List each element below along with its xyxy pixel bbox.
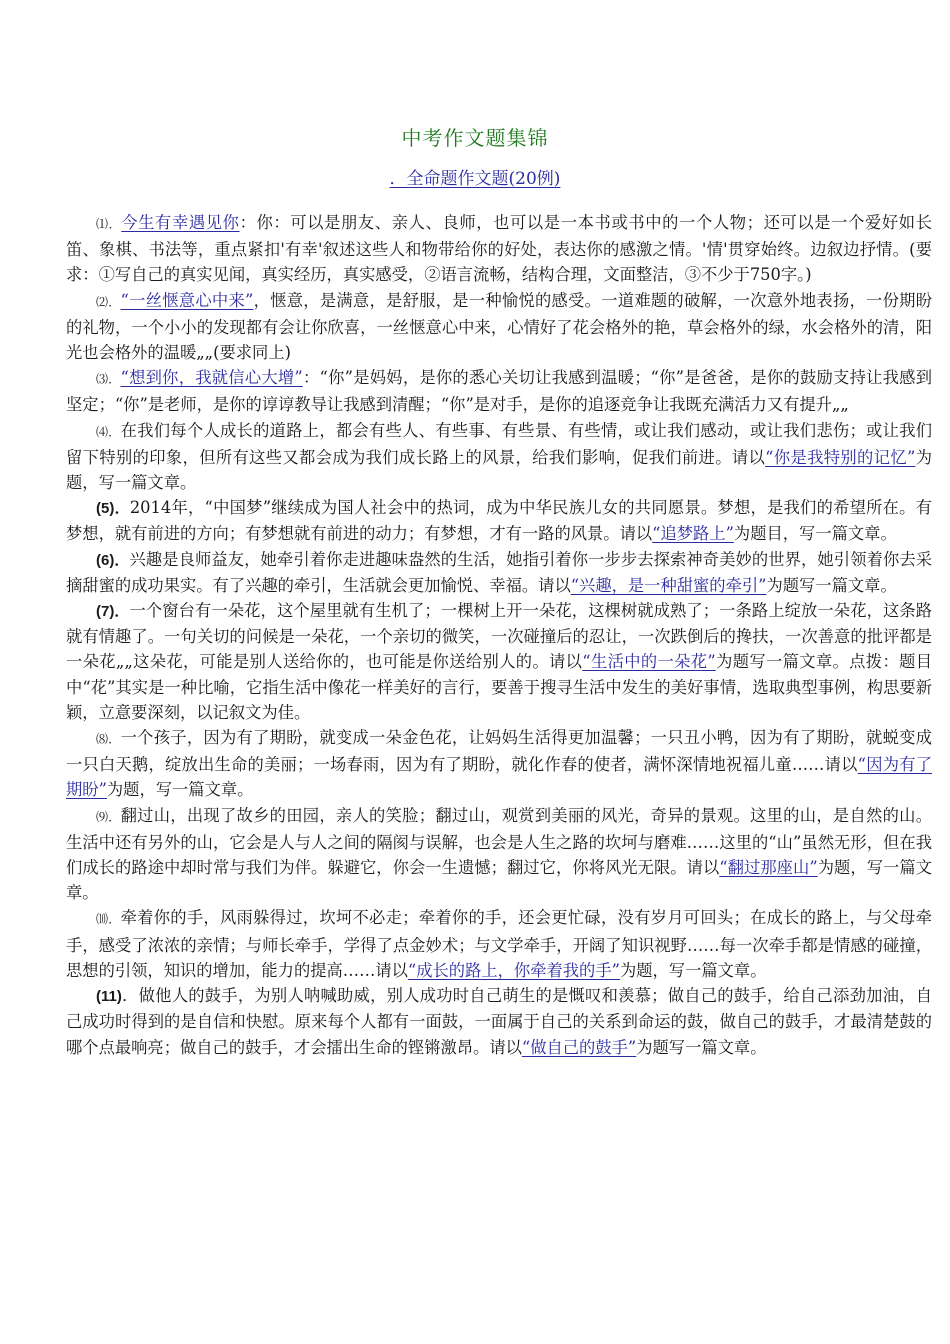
topic-item	[66, 725, 932, 803]
topic-item	[66, 495, 932, 546]
topic-title: “因为有了期盼”	[66, 755, 932, 800]
topic-intro: 在我们每个人成长的道路上，都会有些人、有些事、有些景、有些情，或让我们感动，或让我们悲伤；或让我们留下特别的印象，但所有这些又都会成为我们成长路上的风景，给我们影响，促我们前进。请以	[66, 420, 932, 467]
topic-body: 为题写一篇文章。	[766, 575, 897, 595]
topic-title: “成长的路上，你牵着我的手”	[407, 960, 620, 980]
topic-title: “一丝惬意心中来”	[120, 290, 254, 310]
topic-number: (7)．	[96, 603, 130, 621]
topic-intro: 兴趣是良师益友，她牵引着你走进趣味盎然的生活，她指引着你一步步去探索神奇美妙的世界，她引领着你去采摘甜蜜的成功果实。有了兴趣的牵引，生活就会更加愉悦、幸福。请以	[66, 549, 932, 595]
topic-number: ⑷．	[96, 424, 121, 439]
topic-body: ：“你”是妈妈，是你的悉心关切让我感到温暖；“你”是爸爸，是你的鼓励支持让我感到坚定；“你”是老师，是你的谆谆教导让我感到清醒；“你”是对手，是你的追逐竞争让我既充满活力又有提升„„	[66, 368, 932, 415]
topic-number: ⑽．	[96, 912, 121, 927]
section-subtitle	[0, 164, 950, 189]
topic-title: “你是我特别的记忆”	[765, 447, 916, 467]
topic-number: ⑵．	[96, 294, 121, 309]
topic-intro: 牵着你的手，风雨躲得过，坎坷不必走；牵着你的手，还会更忙碌，没有岁月可回头；在成长的路上，与父母牵手，感受了浓浓的亲情；与师长牵手，学得了点金妙术；与文学牵手，开阔了知识视野……每一次牵手都是情感的碰撞，思想的引领，知识的增加，能力的提高……请以	[66, 908, 932, 980]
topic-body: ：你：可以是朋友、亲人、良师，也可以是一本书或书中的一个人物；还可以是一个爱好如长笛、象棋、书法等，重点紧扣'有幸'叙述这些人和物带给你的好处，表达你的感激之情。'情'贯穿始终。边叙边抒情。(要求：①写自己的真实见闻，真实经历，真实感受，②语言流畅，结构合理，文面整洁，③不少于750字。)	[66, 213, 932, 285]
section-subtitle-text: ．全命题作文题(20例)	[389, 169, 561, 189]
topic-body: ，惬意，是满意，是舒服，是一种愉悦的感受。一道难题的破解，一次意外地表扬，一份期盼的礼物，一个小小的发现都有会让你欣喜，一丝惬意心中来，心情好了花会格外的艳，草会格外的绿，水会格外的清，阳光也会格外的温暖„„(要求同上)	[66, 290, 932, 363]
topic-intro: 一个窗台有一朵花，这个屋里就有生机了；一棵树上开一朵花，这棵树就成熟了；一条路上绽放一朵花，这条路就有情趣了。一句关切的问候是一朵花，一个亲切的微笑，一次碰撞后的忍让，一次跌倒后的搀扶，一次善意的批评都是一朵花„„这朵花，可能是别人送给你的，也可能是你送给别人的。请以	[66, 601, 932, 672]
topic-number: ⑻．	[96, 732, 121, 747]
topic-item	[66, 418, 932, 496]
topic-item	[66, 365, 932, 417]
topic-intro: 翻过山，出现了故乡的田园，亲人的笑脸；翻过山，观赏到美丽的风光，奇异的景观。这里的山，是自然的山。生活中还有另外的山，它会是人与人之间的隔阂与误解，也会是人生之路的坎坷与磨难……这里的“山”虽然无形，但在我们成长的路途中却时常与我们为伴。躲避它，你会一生遗憾；翻过它，你将风光无限。请以	[66, 805, 932, 878]
topic-title: “兴趣，是一种甜蜜的牵引”	[570, 575, 767, 595]
topic-number: (6)．	[96, 551, 130, 569]
topic-title: “做自己的鼓手”	[521, 1037, 637, 1057]
topic-title: “生活中的一朵花”	[582, 652, 716, 672]
topic-title: “翻过那座山”	[719, 858, 818, 878]
topic-number: ⑴．	[96, 217, 122, 231]
topic-item	[66, 905, 932, 983]
topic-title: “想到你，我就信心大增”	[120, 368, 303, 388]
topic-intro: 一个孩子，因为有了期盼，就变成一朵金色花，让妈妈生活得更加温馨；一只丑小鸭，因为有了期盼，就蜕变成一只白天鹅，绽放出生命的美丽；一场春雨，因为有了期盼，就化作春的使者，满怀深情地祝福儿童……请以	[66, 728, 932, 775]
topic-body: 为题，写一篇文章。	[66, 447, 932, 493]
topic-item	[66, 547, 932, 598]
topic-body: 为题目，写一篇文章。	[733, 524, 897, 544]
topic-body: 为题，写一篇文章。	[66, 858, 932, 903]
topic-title: 今生有幸遇见你	[121, 213, 240, 232]
topic-body: 为题，写一篇文章。	[619, 960, 767, 980]
topic-intro: 2014年，“中国梦”继续成为国人社会中的热词，成为中华民族儿女的共同愿景。梦想，是我们的希望所在。有梦想，就有前进的方向；有梦想就有前进的动力；有梦想，才有一路的风景。请以	[66, 498, 932, 544]
topic-item	[66, 598, 932, 725]
topic-title: “追梦路上”	[652, 524, 734, 544]
topic-intro: ．做他人的鼓手，为别人呐喊助威，别人成功时自己萌生的是慨叹和羡慕；做自己的鼓手，给自己添劲加油，自己成功时得到的是自信和快慰。原来每个人都有一面鼓，一面属于自己的关系到命运的鼓，做自己的鼓手，才最清楚鼓的哪个点最响亮；做自己的鼓手，才会擂出生命的铿锵激昂。请以	[66, 986, 932, 1057]
topic-body: 为题，写一篇文章。	[106, 780, 254, 800]
topic-number: (5)．	[96, 500, 130, 518]
topic-item	[66, 210, 932, 288]
topic-number: ⑶．	[96, 372, 121, 387]
topic-number: ⑼．	[96, 809, 121, 824]
essay-topic-list	[66, 210, 932, 1060]
topic-number: (11)	[96, 988, 122, 1006]
topic-item	[66, 983, 932, 1060]
topic-item	[66, 288, 932, 366]
topic-item	[66, 803, 932, 906]
topic-body: 为题写一篇文章。点拨：题目中“花”其实是一种比喻，它指生活中像花一样美好的言行，要善于搜寻生活中发生的美好事情，选取典型事例，构思要新颖，立意要深刻，以记叙文为佳。	[66, 652, 932, 722]
page-title: 中考作文题集锦	[401, 126, 549, 150]
topic-body: 为题写一篇文章。	[636, 1037, 767, 1057]
